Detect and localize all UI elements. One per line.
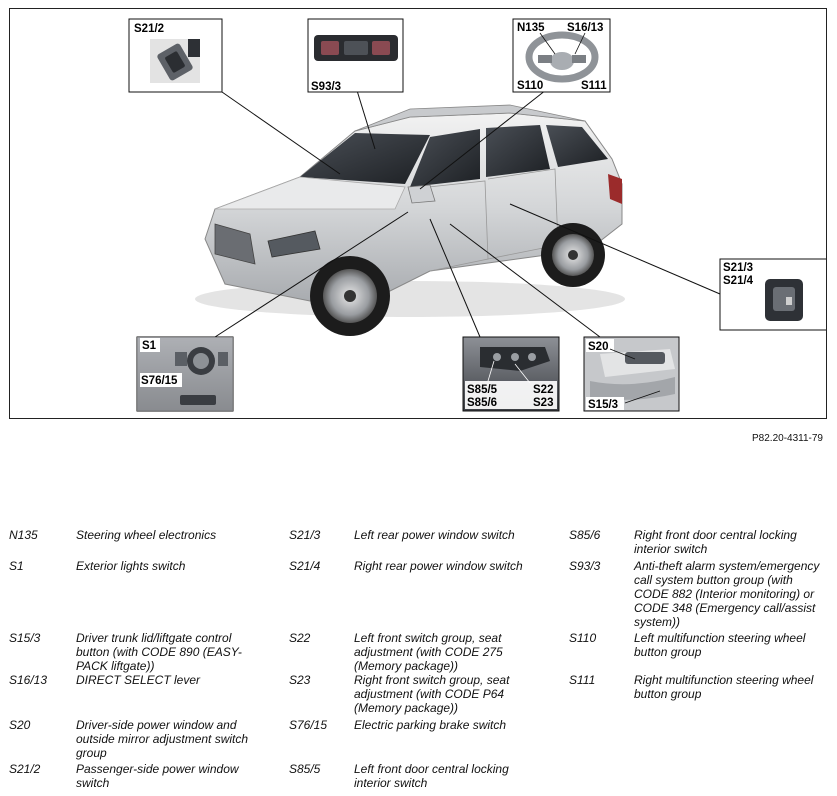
legend-desc: Right rear power window switch — [354, 559, 523, 573]
legend-desc: Anti-theft alarm system/emergency call system button group (with CODE 882 (Interior monitoring) or CODE 348 (Emergency call/assist system)) — [634, 559, 820, 629]
callout-s20: S20 — [588, 341, 609, 353]
legend-desc: Driver-side power window and outside mirror adjustment switch group — [76, 718, 249, 760]
legend-code: S21/3 — [289, 528, 321, 542]
legend-desc: Steering wheel electronics — [76, 528, 217, 542]
legend-desc: Right front door central locking interior switch — [634, 528, 797, 556]
legend-code: S111 — [569, 673, 596, 687]
vehicle-diagram — [10, 9, 827, 419]
callout-s21-4: S21/4 — [723, 275, 754, 287]
inset-steering-wheel — [513, 19, 610, 92]
legend-code: S23 — [289, 673, 311, 687]
legend-desc: DIRECT SELECT lever — [76, 673, 201, 687]
callout-s76-15: S76/15 — [141, 375, 178, 387]
vehicle-illustration — [195, 105, 625, 336]
callout-s85-5: S85/5 — [467, 384, 498, 396]
legend-code: S1 — [9, 559, 24, 573]
inset-s1-s76-15 — [137, 337, 233, 411]
legend-desc: Right multifunction steering wheel button group — [634, 673, 814, 701]
legend-code: S15/3 — [9, 631, 41, 645]
legend-code: S21/4 — [289, 559, 321, 573]
callout-s1: S1 — [142, 340, 157, 352]
legend-code: S93/3 — [569, 559, 601, 573]
callout-s85-6: S85/6 — [467, 397, 498, 409]
legend-code: S22 — [289, 631, 311, 645]
legend-code: S20 — [9, 718, 31, 732]
legend-code: S76/15 — [289, 718, 328, 732]
legend-code: S85/6 — [569, 528, 601, 542]
inset-s20-s15-3 — [584, 337, 679, 411]
legend-desc: Right front switch group, seat adjustment (with CODE P64 (Memory package)) — [354, 673, 510, 715]
legend-code: S16/13 — [9, 673, 48, 687]
legend-code: S21/2 — [9, 762, 41, 776]
legend-desc: Driver trunk lid/liftgate control button (with CODE 890 (EASY-PACK liftgate)) — [76, 631, 242, 673]
legend-desc: Exterior lights switch — [76, 559, 186, 573]
callout-s21-3: S21/3 — [723, 262, 754, 274]
callout-s23: S23 — [533, 397, 554, 409]
callout-n135: N135 — [517, 22, 545, 34]
figure-reference: P82.20-4311-79 — [752, 433, 823, 444]
legend-code: S110 — [569, 631, 597, 645]
callout-s16-13: S16/13 — [567, 22, 604, 34]
legend-code: N135 — [9, 528, 38, 542]
inset-s93-3 — [308, 19, 403, 93]
inset-seat-switches — [463, 337, 559, 411]
callout-s93-3: S93/3 — [311, 81, 342, 93]
diagram-frame — [9, 8, 827, 419]
callout-s22: S22 — [533, 384, 554, 396]
legend-desc: Left front door central locking interior switch — [354, 762, 509, 790]
callout-s111: S111 — [581, 80, 607, 92]
callout-s15-3: S15/3 — [588, 399, 619, 411]
legend-desc: Left rear power window switch — [354, 528, 515, 542]
legend-desc: Left multifunction steering wheel button group — [634, 631, 806, 659]
callout-s21-2: S21/2 — [134, 23, 165, 35]
legend-desc: Electric parking brake switch — [354, 718, 507, 732]
callout-s110: S110 — [517, 80, 544, 92]
legend-desc: Passenger-side power window switch — [76, 762, 239, 790]
legend-code: S85/5 — [289, 762, 321, 776]
inset-s21-2 — [129, 19, 222, 92]
legend-desc: Left front switch group, seat adjustment (with CODE 275 (Memory package)) — [354, 631, 503, 673]
inset-s21-3-s21-4 — [720, 259, 827, 330]
